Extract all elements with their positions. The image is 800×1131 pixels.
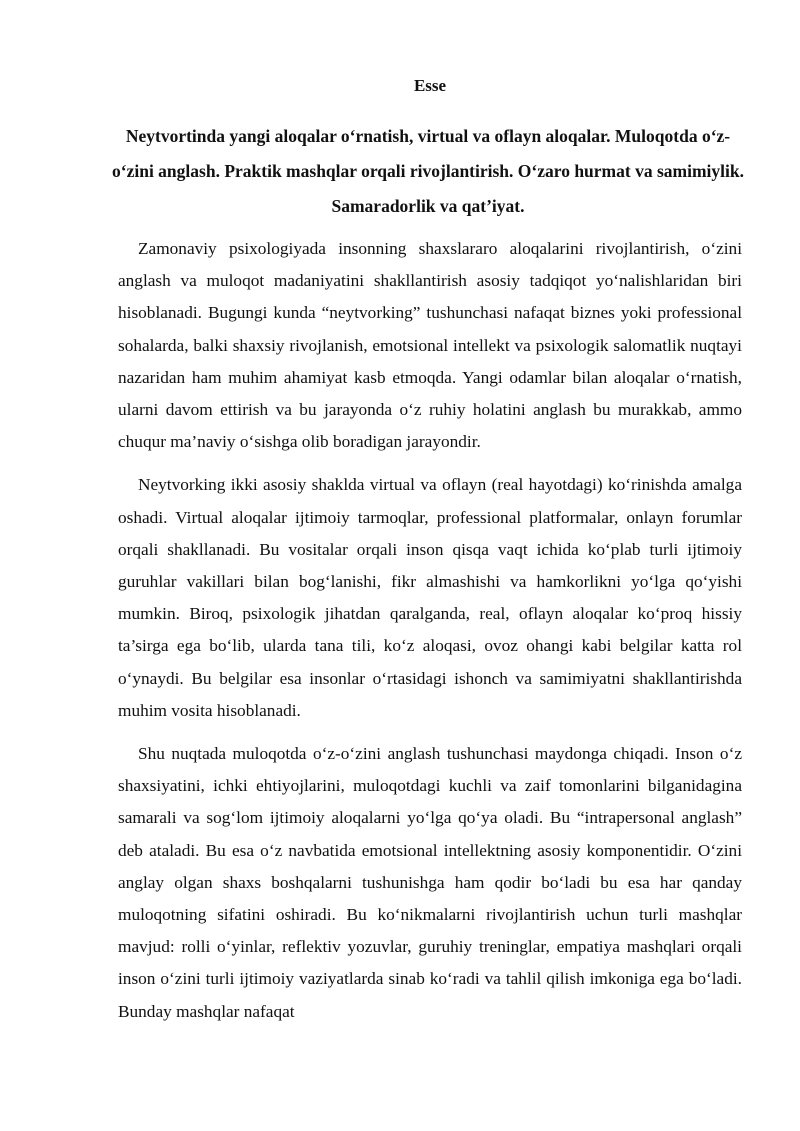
paragraph-3: Shu nuqtada muloqotda o‘z-o‘zini anglash tushunchasi maydonga chiqadi. Inson o‘z shaxsiyatini, ichki ehtiyojlarini, muloqotdagi kuchli va zaif tomonlarini bilganidagina samarali va sog‘lom ijtimoiy aloqalarni yo‘lga qo‘ya oladi. Bu “intrapersonal anglash” deb ataladi. Bu esa o‘z navbatida emotsional intellektning asosiy komponentidir. O‘zini anglay olgan shaxs boshqalarni tushunishga ham qodir bo‘ladi bu esa har qanday muloqotning sifatini oshiradi. Bu ko‘nikmalarni rivojlantirish uchun turli mashqlar mavjud: rolli o‘yinlar, reflektiv yozuvlar, guruhiy treninglar, empatiya mashqlari orqali inson o‘zini turli ijtimoiy vaziyatlarda sinab ko‘radi va tahlil qilish imkoniga ega bo‘ladi. Bunday mashqlar nafaqat <box>118 744 742 1021</box>
document-label: Esse <box>413 76 447 95</box>
document-body <box>118 233 742 1039</box>
document-title: Neytvortinda yangi aloqalar o‘rnatish, virtual va oflayn aloqalar. Muloqotda o‘z-o‘zini anglash. Praktik mashqlar orqali rivojlantirish. O‘zaro hurmat va samimiylik. Samaradorlik va qat’iyat. <box>112 126 744 216</box>
paragraph-2: Neytvorking ikki asosiy shaklda virtual va oflayn (real hayotdagi) ko‘rinishda amalga oshadi. Virtual aloqalar ijtimoiy tarmoqlar, professional platformalar, onlayn forumlar orqali shakllanadi. Bu vositalar orqali inson qisqa vaqt ichida ko‘plab turli ijtimoiy guruhlar vakillari bilan bog‘lanishi, fikr almashishi va hamkorlikni yo‘lga qo‘yishi mumkin. Biroq, psixologik jihatdan qaralganda, real, oflayn aloqalar ko‘proq hissiy ta’sirga ega bo‘lib, ularda tana tili, ko‘z aloqasi, ovoz ohangi kabi belgilar katta rol o‘ynaydi. Bu belgilar esa insonlar o‘rtasidagi ishonch va samimiyatni shakllantirishda muhim vosita hisoblanadi. <box>118 475 742 720</box>
paragraph-1: Zamonaviy psixologiyada insonning shaxslararo aloqalarini rivojlantirish, o‘zini anglash va muloqot madaniyatini shakllantirish asosiy tadqiqot yo‘nalishlaridan biri hisoblanadi. Bugungi kunda “neytvorking” tushunchasi nafaqat biznes yoki professional sohalarda, balki shaxsiy rivojlanish, emotsional intellekt va psixologik salomatlik nuqtayi nazaridan ham muhim ahamiyat kasb etmoqda. Yangi odamlar bilan aloqalar o‘rnatish, ularni davom ettirish va bu jarayonda o‘z ruhiy holatini anglash bu murakkab, ammo chuqur ma’naviy o‘sishga olib boradigan jarayondir. <box>118 239 742 452</box>
